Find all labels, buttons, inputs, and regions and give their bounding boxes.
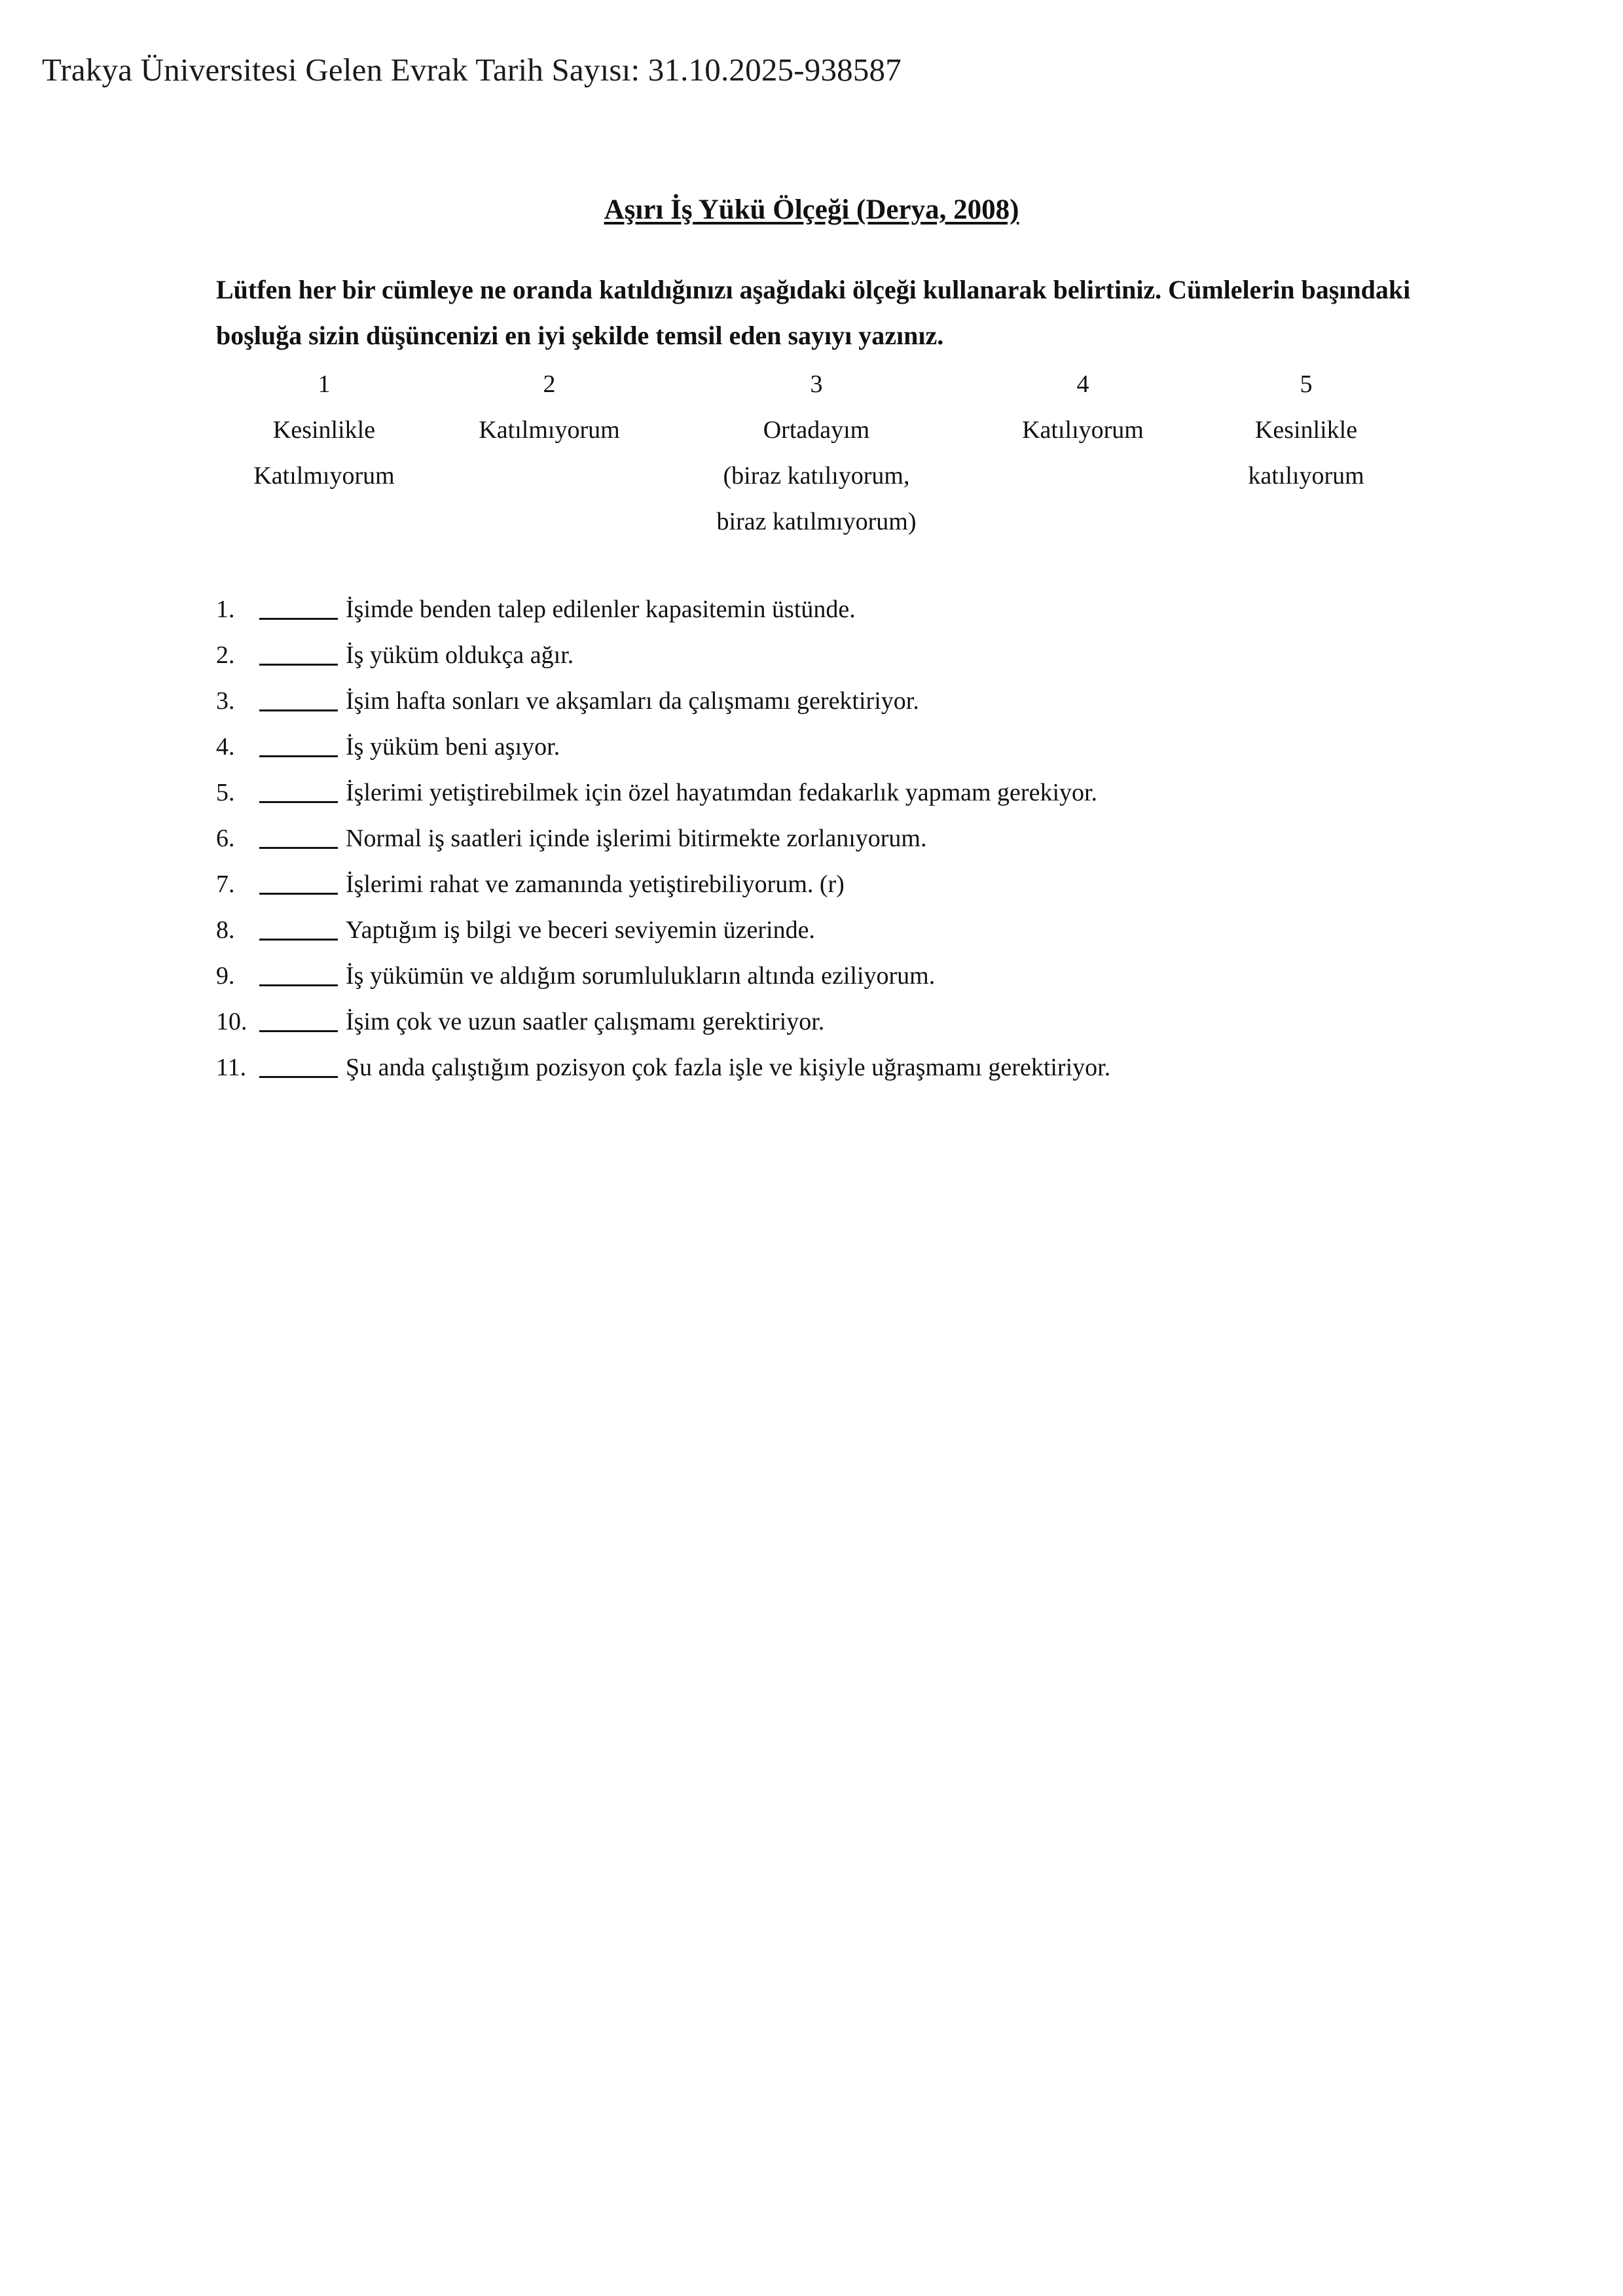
item-number: 10. <box>216 1008 247 1035</box>
scale-label: biraz katılmıyorum) <box>716 508 917 535</box>
item-number: 6. <box>216 825 235 852</box>
scale-label: Katılmıyorum <box>253 462 395 490</box>
item-text: İş yüküm oldukça ağır. <box>346 641 574 669</box>
answer-blank[interactable] <box>259 709 338 711</box>
item-number: 5. <box>216 779 235 806</box>
instructions <box>216 267 1460 359</box>
instructions-line-2: boşluğa sizin düşüncenizi en iyi şekilde temsil eden sayıyı yazınız. <box>216 321 944 350</box>
item-number: 2. <box>216 641 235 669</box>
scale-number: 5 <box>1300 370 1313 398</box>
scale-option-2 <box>405 361 693 453</box>
answer-blank[interactable] <box>259 893 338 895</box>
scale-label: Katılıyorum <box>1022 416 1144 444</box>
item-text: İşim hafta sonları ve akşamları da çalışmamı gerektiriyor. <box>346 687 919 715</box>
item-text: İşim çok ve uzun saatler çalışmamı gerektiriyor. <box>346 1008 825 1035</box>
item-number: 9. <box>216 962 235 990</box>
page-title: Aşırı İş Yükü Ölçeği (Derya, 2008) <box>604 194 1019 225</box>
scale-number: 3 <box>810 370 823 398</box>
item-number: 3. <box>216 687 235 715</box>
item-number: 7. <box>216 870 235 898</box>
scale-number: 4 <box>1076 370 1089 398</box>
document-header-stamp: Trakya Üniversitesi Gelen Evrak Tarih Sayısı: 31.10.2025-938587 <box>42 52 902 88</box>
answer-blank[interactable] <box>259 939 338 941</box>
item-number: 4. <box>216 733 235 761</box>
scale-option-3 <box>672 361 960 545</box>
answer-blank[interactable] <box>259 618 338 620</box>
instructions-line-1: Lütfen her bir cümleye ne oranda katıldığınızı aşağıdaki ölçeği kullanarak belirtiniz. Cümlelerin başındaki <box>216 275 1411 304</box>
answer-blank[interactable] <box>259 801 338 803</box>
scale-label: Kesinlikle <box>1254 416 1358 444</box>
answer-blank[interactable] <box>259 984 338 986</box>
item-text: İşlerimi yetiştirebilmek için özel hayatımdan fedakarlık yapmam gerekiyor. <box>346 779 1098 806</box>
item-number: 8. <box>216 916 235 944</box>
scale-option-5 <box>1162 361 1450 499</box>
item-text: İş yüküm beni aşıyor. <box>346 733 560 761</box>
scale-label: Kesinlikle <box>272 416 376 444</box>
answer-blank[interactable] <box>259 847 338 849</box>
item-number: 1. <box>216 596 235 623</box>
item-text: Normal iş saatleri içinde işlerimi bitirmekte zorlanıyorum. <box>346 825 927 852</box>
scale-number: 1 <box>318 370 331 398</box>
scale-label: (biraz katılıyorum, <box>723 462 910 490</box>
answer-blank[interactable] <box>259 1030 338 1032</box>
item-text: Yaptığım iş bilgi ve beceri seviyemin üzerinde. <box>346 916 815 944</box>
item-number: 11. <box>216 1054 247 1081</box>
item-text: İşimde benden talep edilenler kapasitemin üstünde. <box>346 596 856 623</box>
scale-label: Katılmıyorum <box>479 416 620 444</box>
item-text: Şu anda çalıştığım pozisyon çok fazla işle ve kişiyle uğraşmamı gerektiriyor. <box>346 1054 1111 1081</box>
item-text: İşlerimi rahat ve zamanında yetiştirebiliyorum. (r) <box>346 870 845 898</box>
scale-label: katılıyorum <box>1248 462 1364 490</box>
answer-blank[interactable] <box>259 755 338 757</box>
scale-label: Ortadayım <box>763 416 870 444</box>
answer-blank[interactable] <box>259 664 338 666</box>
answer-blank[interactable] <box>259 1076 338 1078</box>
scale-number: 2 <box>543 370 556 398</box>
item-text: İş yükümün ve aldığım sorumlulukların altında eziliyorum. <box>346 962 936 990</box>
